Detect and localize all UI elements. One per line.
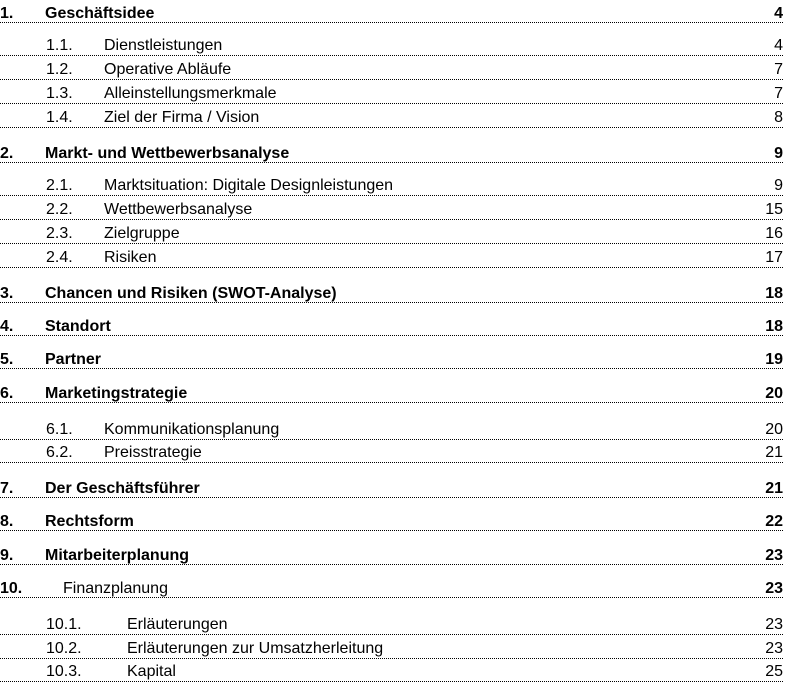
toc-title: Ziel der Firma / Vision <box>104 109 260 126</box>
toc-page: 22 <box>765 513 783 530</box>
toc-entry[interactable] <box>0 386 792 406</box>
toc-entry[interactable] <box>0 664 792 684</box>
toc-title: Rechtsform <box>45 513 134 530</box>
toc-page: 25 <box>765 663 783 680</box>
dot-leader <box>0 564 783 565</box>
toc-page: 17 <box>765 249 783 266</box>
toc-page: 21 <box>765 444 783 461</box>
toc-page: 4 <box>774 37 783 54</box>
toc-number: 10. <box>0 580 23 597</box>
toc-entry[interactable] <box>0 319 792 339</box>
toc-title: Standort <box>45 318 111 335</box>
toc-page: 15 <box>765 201 783 218</box>
toc-entry[interactable] <box>0 6 792 26</box>
toc-title: Marktsituation: Digitale Designleistungen <box>104 177 394 194</box>
toc-number: 8. <box>0 513 14 530</box>
toc-number: 4. <box>0 318 14 335</box>
toc-page: 7 <box>774 85 783 102</box>
toc-entry[interactable] <box>0 481 792 501</box>
toc-title: Kommunikationsplanung <box>104 421 280 438</box>
toc-number: 10.1. <box>46 616 82 633</box>
toc-title: Mitarbeiterplanung <box>45 547 190 564</box>
toc-title: Preisstrategie <box>104 444 202 461</box>
toc-number: 2.2. <box>46 201 73 218</box>
toc-page: 18 <box>765 285 783 302</box>
toc-page: 23 <box>765 547 783 564</box>
toc-number: 1.1. <box>46 37 73 54</box>
toc-entry[interactable] <box>0 202 792 222</box>
toc-entry[interactable] <box>0 146 792 166</box>
toc-number: 2.1. <box>46 177 73 194</box>
toc-page: 16 <box>765 225 783 242</box>
toc-page: 9 <box>774 177 783 194</box>
toc-page: 8 <box>774 109 783 126</box>
toc-title: Geschäftsidee <box>45 5 155 22</box>
toc-page: 20 <box>765 385 783 402</box>
toc-number: 2.3. <box>46 225 73 242</box>
dot-leader <box>0 335 783 336</box>
toc-entry[interactable] <box>0 286 792 306</box>
toc-page: 19 <box>765 351 783 368</box>
dot-leader <box>0 597 783 598</box>
toc-number: 5. <box>0 351 14 368</box>
toc-title: Erläuterungen <box>127 616 228 633</box>
dot-leader <box>0 497 783 498</box>
dot-leader <box>0 681 783 682</box>
dot-leader <box>0 22 783 23</box>
dot-leader <box>0 302 783 303</box>
toc-entry[interactable] <box>0 548 792 568</box>
toc-title: Marketingstrategie <box>45 385 188 402</box>
toc-title: Erläuterungen zur Umsatzherleitung <box>127 640 384 657</box>
toc-entry[interactable] <box>0 617 792 637</box>
toc-number: 1.2. <box>46 61 73 78</box>
toc-number: 6.2. <box>46 444 73 461</box>
toc-number: 2. <box>0 145 14 162</box>
toc-page: 21 <box>765 480 783 497</box>
toc-title: Dienstleistungen <box>104 37 223 54</box>
toc-page: 23 <box>765 580 783 597</box>
toc-entry[interactable] <box>0 110 792 130</box>
toc-title: Chancen und Risiken (SWOT-Analyse) <box>45 285 337 302</box>
toc-entry[interactable] <box>0 641 792 661</box>
toc-entry[interactable] <box>0 445 792 465</box>
toc-entry[interactable] <box>0 422 792 442</box>
toc-entry[interactable] <box>0 581 792 601</box>
dot-leader <box>0 530 783 531</box>
toc-title: Finanzplanung <box>63 580 168 597</box>
toc-number: 10.2. <box>46 640 82 657</box>
dot-leader <box>0 243 783 244</box>
toc-page: 4 <box>774 5 783 22</box>
dot-leader <box>0 658 783 659</box>
dot-leader <box>0 368 783 369</box>
toc-number: 3. <box>0 285 14 302</box>
toc-entry[interactable] <box>0 250 792 270</box>
toc-number: 6. <box>0 385 14 402</box>
toc-number: 1. <box>0 5 14 22</box>
toc-entry[interactable] <box>0 86 792 106</box>
toc-title: Wettbewerbsanalyse <box>104 201 253 218</box>
dot-leader <box>0 55 783 56</box>
toc-number: 2.4. <box>46 249 73 266</box>
toc-number: 6.1. <box>46 421 73 438</box>
toc-title: Risiken <box>104 249 157 266</box>
dot-leader <box>0 267 783 268</box>
dot-leader <box>0 195 783 196</box>
dot-leader <box>0 79 783 80</box>
toc-title: Kapital <box>127 663 176 680</box>
toc-entry[interactable] <box>0 178 792 198</box>
dot-leader <box>0 634 783 635</box>
dot-leader <box>0 127 783 128</box>
dot-leader <box>0 402 783 403</box>
toc-entry[interactable] <box>0 514 792 534</box>
toc-entry[interactable] <box>0 352 792 372</box>
toc-entry[interactable] <box>0 226 792 246</box>
toc-number: 10.3. <box>46 663 82 680</box>
toc-title: Partner <box>45 351 102 368</box>
toc-entry[interactable] <box>0 38 792 58</box>
toc-title: Operative Abläufe <box>104 61 232 78</box>
toc-page: 9 <box>774 145 783 162</box>
toc-number: 1.4. <box>46 109 73 126</box>
toc-title: Markt- und Wettbewerbsanalyse <box>45 145 290 162</box>
dot-leader <box>0 462 783 463</box>
toc-number: 9. <box>0 547 14 564</box>
toc-page: 23 <box>765 616 783 633</box>
toc-title: Alleinstellungsmerkmale <box>104 85 277 102</box>
toc-page: 18 <box>765 318 783 335</box>
dot-leader <box>0 219 783 220</box>
toc-number: 7. <box>0 480 14 497</box>
toc-title: Zielgruppe <box>104 225 180 242</box>
toc-page: 23 <box>765 640 783 657</box>
toc-title: Der Geschäftsführer <box>45 480 200 497</box>
dot-leader <box>0 103 783 104</box>
dot-leader <box>0 162 783 163</box>
dot-leader <box>0 439 783 440</box>
toc-page: 7 <box>774 61 783 78</box>
toc-page: 20 <box>765 421 783 438</box>
toc-number: 1.3. <box>46 85 73 102</box>
toc-entry[interactable] <box>0 62 792 82</box>
